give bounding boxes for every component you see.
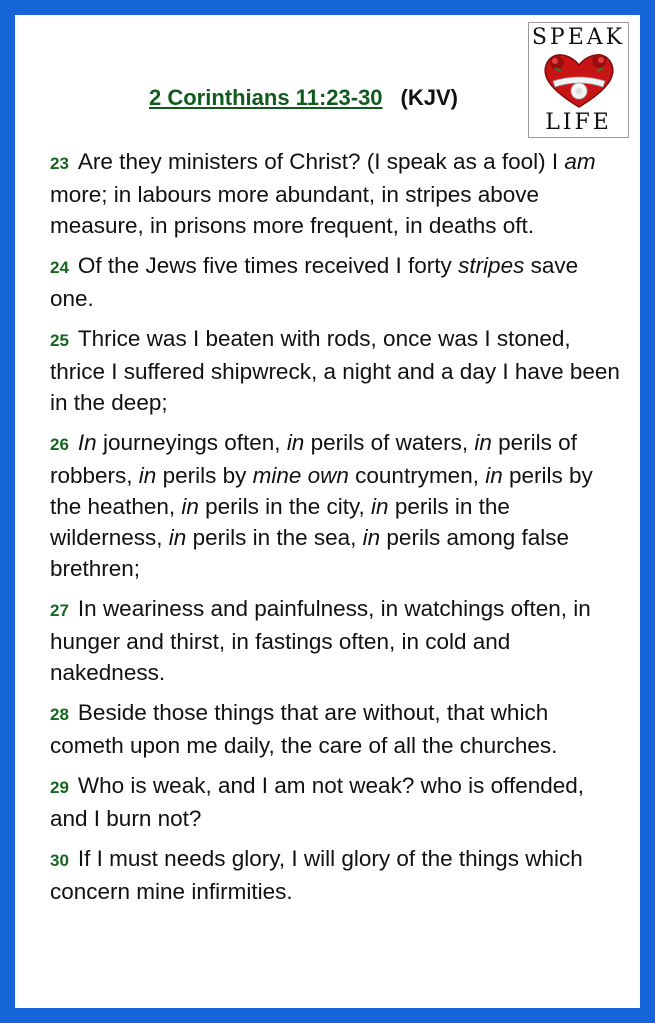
verse-text: perils by the heathen,	[50, 463, 593, 519]
verse-24	[50, 250, 625, 314]
scripture-reference: 2 Corinthians 11:23-30	[149, 85, 383, 110]
verse-text: journeyings often,	[96, 430, 287, 455]
verse-text: Beside those things that are without, that which cometh upon me daily, the care of all the churches.	[50, 700, 558, 758]
speak-life-logo	[528, 22, 629, 138]
verse-number: 28	[50, 705, 69, 724]
verse-text: perils of waters,	[304, 430, 475, 455]
verse-26	[50, 427, 625, 584]
heart-with-roses-icon	[539, 51, 619, 109]
verse-text-italic: stripes	[458, 253, 525, 278]
verse-23	[50, 146, 625, 241]
verse-text: perils in the sea,	[186, 525, 363, 550]
verse-text: Are they ministers of Christ? (I speak as a fool) I	[77, 149, 565, 174]
logo-line-life: LIFE	[545, 110, 612, 135]
logo-line-speak: SPEAK	[531, 25, 626, 50]
verse-text: perils in the city,	[198, 494, 372, 519]
verse-text: perils of robbers,	[50, 430, 577, 488]
verse-text-italic: am	[564, 149, 596, 174]
verse-text: perils in the wilderness,	[50, 494, 510, 550]
verse-text: more; in labours more abundant, in stripes above measure, in prisons more frequent, in deaths oft.	[50, 182, 540, 238]
verse-text-italic: in	[181, 494, 199, 519]
verse-text-italic: in	[286, 430, 305, 455]
verse-text-italic: in	[474, 430, 492, 455]
page-title	[149, 85, 458, 111]
verse-29	[50, 770, 625, 834]
verse-number: 25	[50, 331, 69, 350]
verse-number: 23	[50, 154, 69, 173]
verse-text: perils by	[156, 463, 253, 488]
verse-text-italic: in	[485, 463, 503, 488]
verse-text-italic: In	[77, 430, 97, 455]
verse-text: perils among false brethren;	[50, 525, 570, 581]
verse-27	[50, 593, 625, 688]
verse-text: countrymen,	[348, 463, 486, 488]
bible-version: (KJV)	[400, 85, 458, 110]
verse-text-italic: in	[138, 463, 157, 488]
verse-text: In weariness and painfulness, in watchings often, in hunger and thirst, in fastings often, in cold and nakedness.	[50, 596, 591, 685]
verse-text-italic: in	[371, 494, 389, 519]
verse-number: 24	[50, 258, 69, 277]
verse-number: 26	[50, 435, 69, 454]
header	[15, 15, 640, 140]
verse-text-italic: mine own	[252, 463, 349, 488]
scripture-card	[15, 15, 640, 1008]
verse-list	[50, 146, 625, 916]
verse-text: Of the Jews five times received I forty	[77, 253, 459, 278]
verse-text-italic: in	[362, 525, 381, 550]
verse-number: 29	[50, 778, 69, 797]
verse-30	[50, 843, 625, 907]
verse-number: 27	[50, 601, 69, 620]
verse-25	[50, 323, 625, 418]
verse-text: save one.	[50, 253, 579, 311]
verse-text: If I must needs glory, I will glory of the things which concern mine infirmities.	[50, 846, 583, 904]
verse-28	[50, 697, 625, 761]
verse-text-italic: in	[168, 525, 187, 550]
verse-text: Thrice was I beaten with rods, once was I stoned, thrice I suffered shipwreck, a night and a day I have been in the deep;	[50, 326, 620, 415]
verse-number: 30	[50, 851, 69, 870]
verse-text: Who is weak, and I am not weak? who is offended, and I burn not?	[50, 773, 585, 831]
